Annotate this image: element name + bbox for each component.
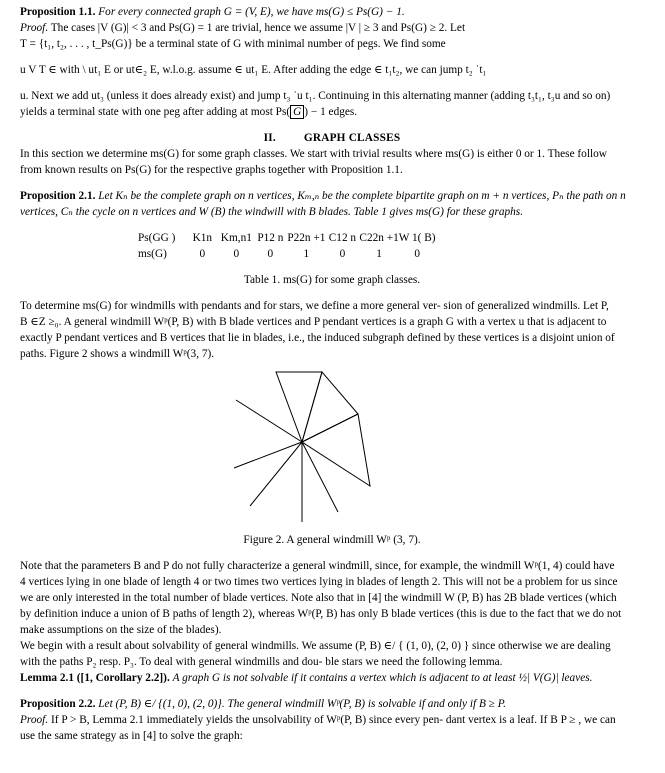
prop22-proof-line2: use the same strategy as in [4] to solve the graph: [20, 730, 243, 742]
note-line3: we are only interested in the total number of blade vertices. Note also that in [4] the windmill W (P, B) has 2B blade vertices (which [20, 592, 617, 604]
proof-text: The cases |V (G)| < 3 and Ps(G) = 1 are trivial, hence we assume |V | ≥ 3 and Ps(G) ≥ 2. Let [50, 22, 466, 34]
paper-page [20, 4, 644, 744]
windmill-intro-line4: paths. Figure 2 shows a windmill Wᵖ(3, 7). [20, 348, 215, 360]
lemma-title: Lemma 2.1 [20, 672, 74, 684]
proof-label: Proof. [20, 22, 49, 34]
prop22-statement [20, 696, 644, 712]
blade-top-right [302, 372, 358, 442]
table-header-cell: P22n +1 [287, 232, 326, 244]
windmill-diagram [220, 362, 390, 532]
proof-line5-start: yields a terminal state with one peg after adding at most Ps( [20, 106, 291, 118]
prop11-proof-line1 [20, 20, 644, 36]
note-line2: 4 vertices lying in one blade of length 4 or two times two vertices lying in blades of length 2. This will not be a problem for us since [20, 576, 618, 588]
figure-2 [20, 362, 644, 532]
table-header-row [138, 230, 436, 246]
blade-right [302, 414, 370, 486]
proof-line5-end: ) − 1 edges. [304, 106, 358, 118]
prop22-text: Let (P, B) ∈/ {(1, 0), (2, 0)}. The general windmill Wᵖ(P, B) is solvable if and only if B ≥ P. [98, 698, 506, 710]
table-header-cell: K1n [192, 232, 213, 244]
section-heading [20, 130, 644, 146]
proof-text: If P > B, Lemma 2.1 immediately yields the unsolvability of Wᵖ(P, B) since every pen- dant vertex is a leaf. If B P ≥ , we can [50, 714, 616, 726]
table-cell: 0 [267, 248, 274, 260]
table-header-cell: C22n +1 [359, 232, 399, 244]
prop22-title: Proposition 2.2. [20, 698, 96, 710]
note-line6: We begin with a result about solvability of general windmills. We assume (P, B) ∈/ { (1, 0), (2, 0) } since otherwise we are dealing [20, 640, 611, 652]
prop11-text: For every connected graph G = (V, E), we have ms(G) ≤ Ps(G) − 1. [98, 6, 405, 18]
proof-label: Proof. [20, 714, 49, 726]
section-intro-line2: from known results on Ps(G) for the respective graphs together with Proposition 1.1. [20, 164, 403, 176]
section-intro-line1: In this section we determine ms(G) for some graph classes. We start with trivial results where ms(G) is either 0 or 1. These follow [20, 148, 607, 160]
table-1 [138, 230, 436, 262]
table-header-cell: Ps(GG ) [138, 232, 176, 244]
note-line5: make assumptions on the size of the blades). [20, 624, 222, 636]
windmill-intro-line2: B ∈Z ≥₀. A general windmill Wᵖ(P, B) with B blade vertices and P pendant vertices is a graph G with a vertex u that is adjacent to [20, 316, 607, 328]
lemma-statement: A graph G is not solvable if it contains a vertex which is adjacent to at least ½| V(G)| leaves. [172, 672, 593, 684]
lemma21 [20, 670, 644, 686]
table-caption: Table 1. ms(G) for some graph classes. [243, 274, 421, 286]
prop21-title: Proposition 2.1. [20, 190, 96, 202]
section-number: II. [263, 132, 276, 144]
table-cell: 0 [414, 248, 420, 260]
prop21-text1: Let Kₙ be the complete graph on n vertices, Kₘ,ₙ be the complete bipartite graph on m + n vertices, Pₙ the path on n [98, 190, 626, 202]
prop21-line2: vertices, Cₙ the cycle on n vertices and W (B) the windwill with B blades. Table 1 gives ms(G) for these graphs. [20, 206, 524, 218]
table-cell: 0 [233, 248, 240, 260]
table-header-cell: C12 n [328, 232, 357, 244]
table-header-cell: P12 n [257, 232, 284, 244]
section-title: GRAPH CLASSES [303, 132, 401, 144]
prop11-proof-line5 [20, 104, 644, 120]
figure-caption: Figure 2. A general windmill Wᵖ (3, 7). [243, 534, 421, 546]
windmill-intro-line3: exactly P pendant vertices and B vertices that lie in blades, i.e., the induced subgraph defined by these vertices is a disjoint union of [20, 332, 615, 344]
prop11-proof-line4: u. Next we add ut₃ (unless it does already exist) and jump t₃ ˙u t₁. Continuing in this alternating manner (adding t₃t₁, t₃u and so on) [20, 90, 611, 102]
table-cell: 0 [339, 248, 346, 260]
prop11-proof-line3: u V T ∈ with \ ut₁ E or ut∈₂ E, w.l.o.g. assume ∈ ut₁ E. After adding the edge ∈ t₁t₂, we can jump t₂ ˙t₁ [20, 64, 487, 76]
table-header-cell: W 1( B) [398, 232, 436, 244]
prop11-title: Proposition 1.1. [20, 6, 96, 18]
note-line7: with the paths P₂ resp. P₃. To deal with general windmills and dou- ble stars we need the following lemma. [20, 656, 503, 668]
note-line1: Note that the parameters B and P do not fully characterize a general windmill, since, for example, the windmill Wᵖ(1, 4) could have [20, 560, 615, 572]
windmill-intro-line1: To determine ms(G) for windmills with pendants and for stars, we define a more general ver- sion of generalized windmills. Let P, [20, 300, 609, 312]
prop21-line1 [20, 188, 644, 204]
prop11-proof-line2: T = {t₁, t₂, . . . , t_Ps(G)} be a terminal state of G with minimal number of pegs. We find some [20, 38, 446, 50]
table-cell: 1 [376, 248, 382, 260]
boxed-g: G [290, 105, 304, 119]
spoke [236, 400, 302, 442]
lemma-ref: ([1, Corollary 2.2]). [76, 672, 170, 684]
table-cell: 1 [303, 248, 310, 260]
table-value-row [138, 246, 436, 262]
blade-top [276, 372, 322, 442]
table-row-label: ms(G) [138, 248, 167, 260]
note-line4: by definition induce a union of B paths of length 2), whereas Wᵖ(P, B) has only B blade vertices (this is due to the fact that we do not [20, 608, 622, 620]
table-header-cell: Km,n1 [220, 232, 252, 244]
prop11-statement [20, 4, 644, 20]
table-cell: 0 [199, 248, 206, 260]
spoke [302, 442, 338, 512]
prop22-proof-line1 [20, 712, 644, 728]
